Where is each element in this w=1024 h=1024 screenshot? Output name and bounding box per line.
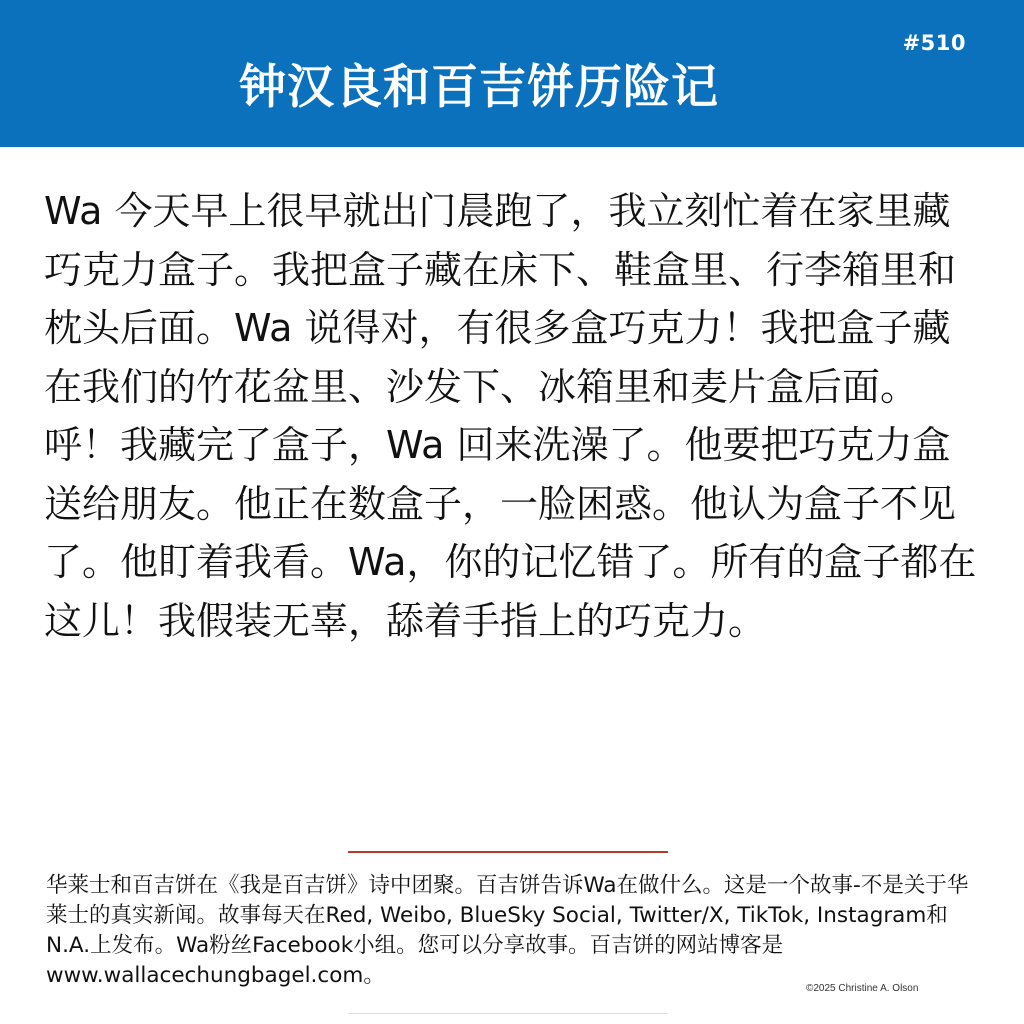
title-banner xyxy=(0,0,1024,147)
episode-number: #510 xyxy=(902,31,966,55)
footer-note: 华莱士和百吉饼在《我是百吉饼》诗中团聚。百吉饼告诉Wa在做什么。这是一个故事-不是关于华莱士的真实新闻。故事每天在Red, Weibo, BlueSky Social, Twitter/X, TikTok, Instagram和N.A.上发布。Wa粉丝Facebook小组。您可以分享故事。百吉饼的网站博客是www.wallacechungbagel.com。 xyxy=(46,873,969,988)
divider-line xyxy=(348,851,668,853)
page-title: 钟汉良和百吉饼历险记 xyxy=(239,60,719,115)
copyright-text: ©2025 Christine A. Olson xyxy=(806,983,919,994)
story-text: Wa 今天早上很早就出门晨跑了，我立刻忙着在家里藏巧克力盒子。我把盒子藏在床下、鞋盒里、行李箱里和枕头后面。Wa 说得对，有很多盒巧克力！我把盒子藏在我们的竹花盆里、沙发下、冰箱里和麦片盒后面。呼！我藏完了盒子，Wa 回来洗澡了。他要把巧克力盒送给朋友。他正在数盒子，一脸困惑。他认为盒子不见了。他盯着我看。Wa，你的记忆错了。所有的盒子都在这儿！我假装无辜，舔着手指上的巧克力。 xyxy=(44,189,977,643)
bottom-divider xyxy=(348,1013,668,1014)
